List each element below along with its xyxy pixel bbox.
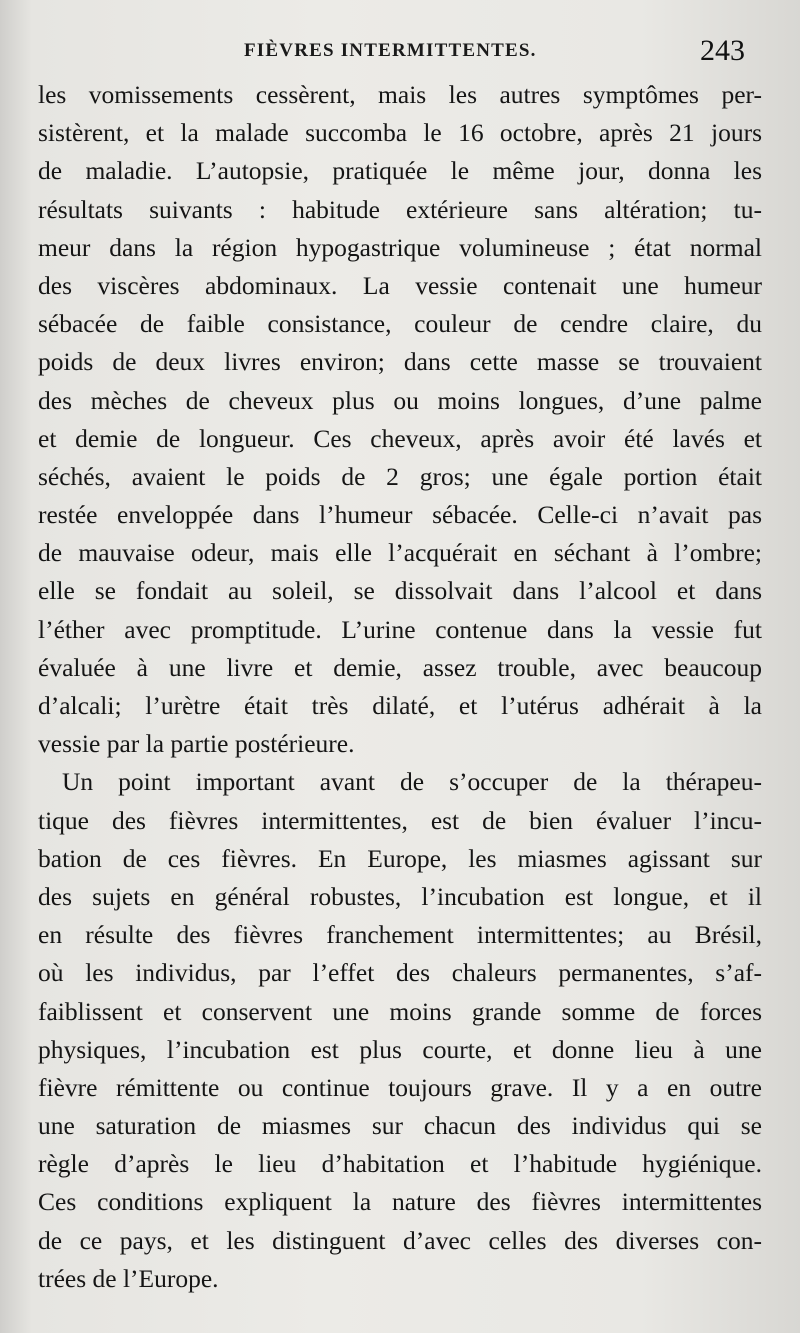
- text-line: bation de ces fièvres. En Europe, les miasmes agissant sur: [38, 843, 762, 873]
- text-line: et demie de longueur. Ces cheveux, après avoir été lavés et: [38, 423, 762, 453]
- text-line: meur dans la région hypogastrique volumineuse ; état normal: [38, 232, 762, 262]
- text-line: sistèrent, et la malade succomba le 16 octobre, après 21 jours: [38, 118, 762, 148]
- body-text: [38, 76, 762, 1298]
- text-line: fièvre rémittente ou continue toujours grave. Il y a en outre: [38, 1072, 762, 1102]
- text-line: résultats suivants : habitude extérieure sans altération; tu-: [38, 194, 762, 224]
- page-number: 243: [700, 34, 745, 67]
- text-line: faiblissent et conservent une moins grande somme de forces: [38, 996, 762, 1026]
- text-line: vessie par la partie postérieure.: [38, 729, 355, 759]
- text-line: règle d’après le lieu d’habitation et l’habitude hygiénique.: [38, 1149, 762, 1179]
- text-line: physiques, l’incubation est plus courte, et donne lieu à une: [38, 1034, 762, 1064]
- text-line: Ces conditions expliquent la nature des fièvres intermittentes: [38, 1187, 762, 1217]
- text-line: séchés, avaient le poids de 2 gros; une égale portion était: [38, 461, 762, 491]
- paragraph-1: [38, 76, 762, 763]
- text-line: elle se fondait au soleil, se dissolvait dans l’alcool et dans: [38, 576, 762, 606]
- text-line: restée enveloppée dans l’humeur sébacée. Celle-ci n’avait pas: [38, 500, 762, 530]
- text-line: où les individus, par l’effet des chaleurs permanentes, s’af-: [38, 958, 762, 988]
- text-line: Un point important avant de s’occuper de la thérapeu-: [62, 767, 762, 797]
- running-head: FIÈVRES INTERMITTENTES.: [244, 40, 537, 61]
- page-header: [0, 36, 800, 72]
- paragraph-2: [38, 763, 762, 1298]
- text-line: en résulte des fièvres franchement intermittentes; au Brésil,: [38, 920, 762, 950]
- text-line: des viscères abdominaux. La vessie contenait une humeur: [38, 270, 762, 300]
- text-line: des sujets en général robustes, l’incubation est longue, et il: [38, 881, 762, 911]
- text-line: de ce pays, et les distinguent d’avec celles des diverses con-: [38, 1225, 762, 1255]
- text-line: évaluée à une livre et demie, assez trouble, avec beaucoup: [38, 652, 762, 682]
- text-line: une saturation de miasmes sur chacun des individus qui se: [38, 1111, 762, 1141]
- text-line: tique des fièvres intermittentes, est de bien évaluer l’incu-: [38, 805, 762, 835]
- text-line: de maladie. L’autopsie, pratiquée le même jour, donna les: [38, 156, 762, 186]
- text-line: des mèches de cheveux plus ou moins longues, d’une palme: [38, 385, 762, 415]
- text-line: les vomissements cessèrent, mais les autres symptômes per-: [38, 80, 762, 109]
- text-line: poids de deux livres environ; dans cette masse se trouvaient: [38, 347, 762, 377]
- text-line: d’alcali; l’urètre était très dilaté, et l’utérus adhérait à la: [38, 691, 762, 720]
- text-line: de mauvaise odeur, mais elle l’acquérait en séchant à l’ombre;: [38, 538, 762, 568]
- text-line: sébacée de faible consistance, couleur de cendre claire, du: [38, 309, 762, 339]
- text-line: trées de l’Europe.: [38, 1263, 219, 1293]
- text-line: l’éther avec promptitude. L’urine contenue dans la vessie fut: [38, 614, 762, 644]
